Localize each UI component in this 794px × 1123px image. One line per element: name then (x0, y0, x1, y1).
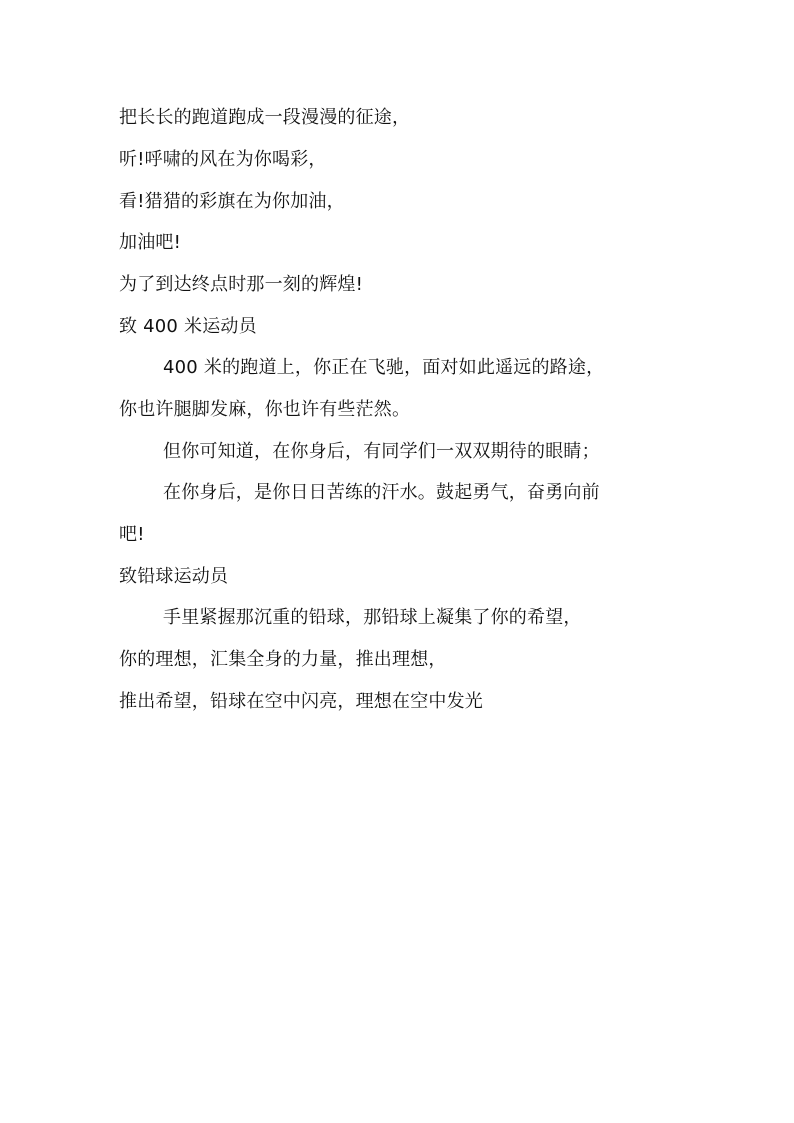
poem-line-5: 为了到达终点时那一刻的辉煌! (119, 274, 364, 295)
section-heading-shot-put: 致铅球运动员 (119, 566, 229, 587)
poem-line-1: 把长长的跑道跑成一段漫漫的征途， (119, 107, 411, 128)
paragraph-400m-line-1: 400 米的跑道上，你正在飞驰，面对如此遥远的路途， (163, 357, 605, 378)
paragraph-shot-put-line-2: 你的理想，汇集全身的力量，推出理想， (119, 649, 447, 670)
paragraph-400m-line-2: 你也许腿脚发麻，你也许有些茫然。 (119, 399, 411, 420)
poem-line-3: 看!猎猎的彩旗在为你加油， (119, 191, 345, 212)
paragraph-400m-line-3: 但你可知道，在你身后，有同学们一双双期待的眼睛； (163, 441, 600, 462)
paragraph-shot-put-line-3: 推出希望，铅球在空中闪亮，理想在空中发光 (119, 691, 483, 712)
poem-line-2: 听!呼啸的风在为你喝彩， (119, 149, 327, 170)
paragraph-400m-line-4: 在你身后，是你日日苦练的汗水。鼓起勇气，奋勇向前 (163, 482, 600, 503)
paragraph-400m-line-5: 吧! (119, 524, 145, 545)
paragraph-shot-put-line-1: 手里紧握那沉重的铅球，那铅球上凝集了你的希望， (163, 607, 582, 628)
poem-line-4: 加油吧! (119, 232, 182, 253)
section-heading-400m: 致 400 米运动员 (119, 316, 257, 337)
